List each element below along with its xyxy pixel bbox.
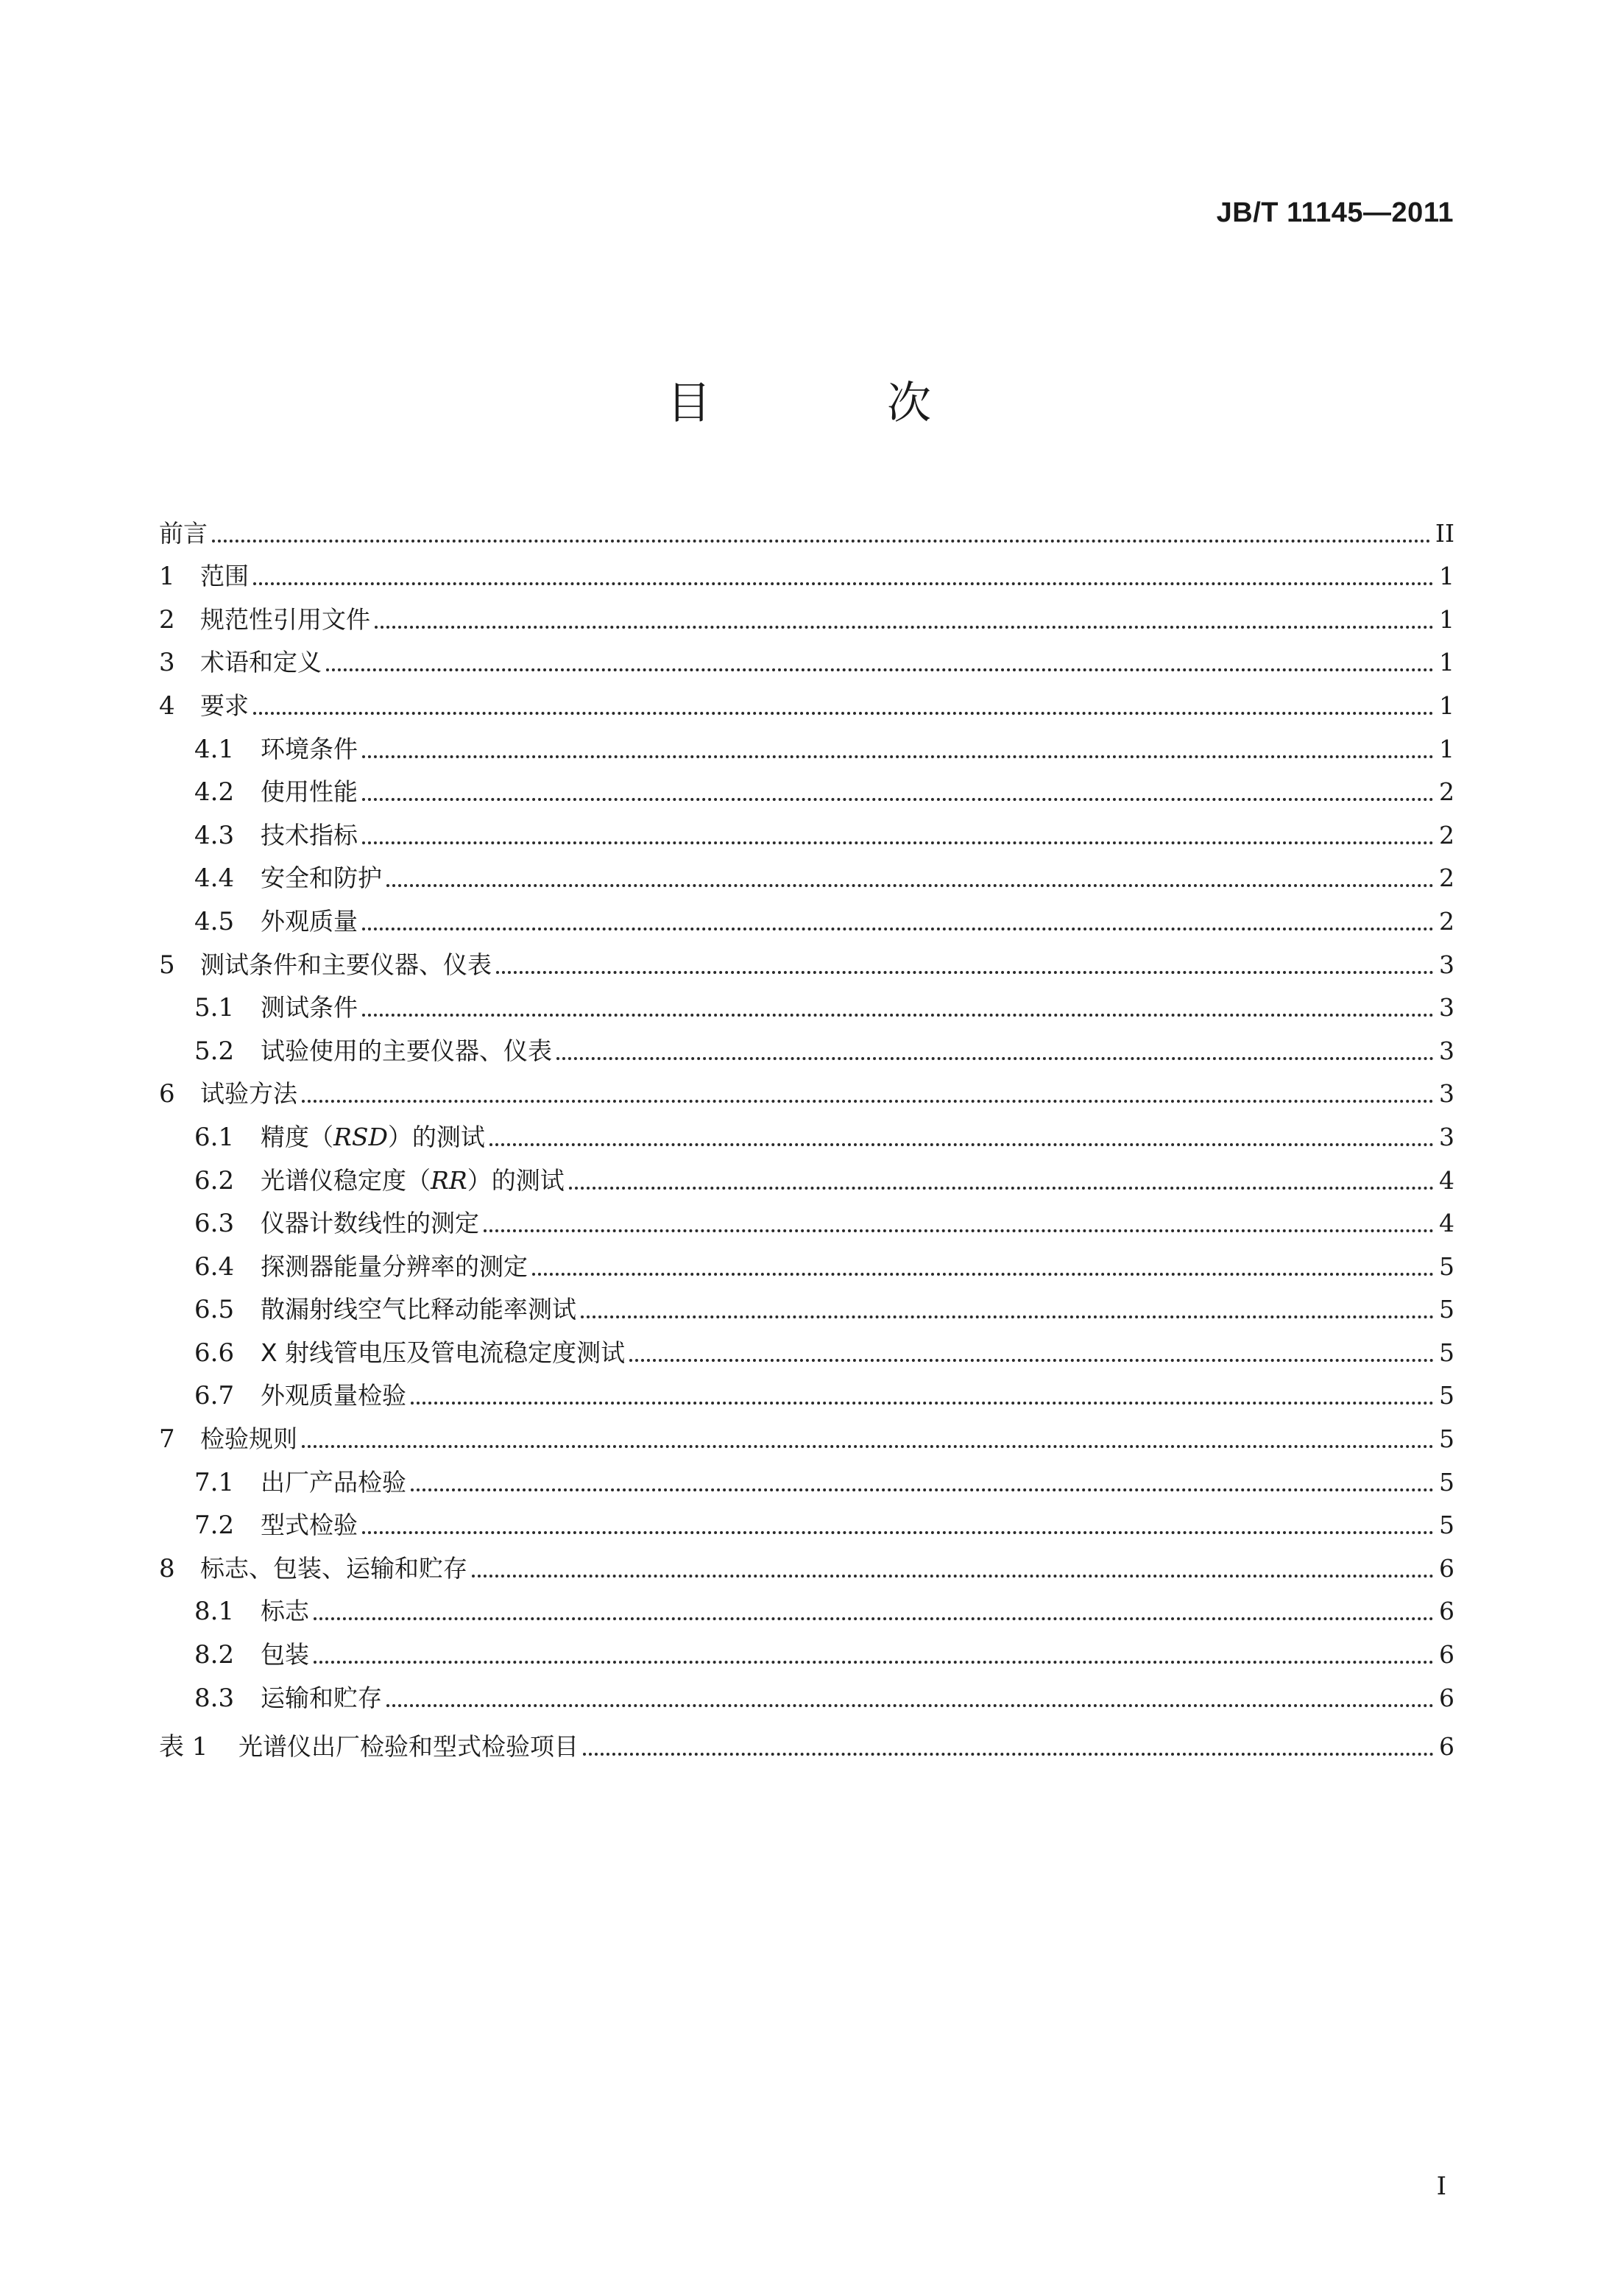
toc-entry-number: 4.5 — [194, 906, 235, 936]
toc-entry-page: 1 — [1439, 562, 1454, 591]
toc-entry-label: 试验使用的主要仪器、仪表 — [261, 1036, 552, 1065]
dot-leader — [362, 928, 1434, 930]
toc-entry-page: 1 — [1439, 604, 1454, 634]
toc-entry-label: 标志、包装、运输和贮存 — [200, 1553, 467, 1583]
dot-leader — [556, 1057, 1434, 1060]
toc-entry-page: 5 — [1439, 1295, 1454, 1324]
toc-entry[interactable] — [159, 764, 1454, 808]
page-title: 目 次 — [666, 378, 1013, 429]
toc-entry-number: 8 — [159, 1553, 175, 1583]
dot-leader — [472, 1575, 1434, 1578]
toc-entry-page: 4 — [1439, 1209, 1454, 1238]
toc-entry[interactable] — [159, 1109, 1454, 1152]
toc-entry[interactable] — [159, 936, 1454, 980]
toc-entry[interactable] — [159, 1670, 1454, 1713]
toc-entry[interactable] — [159, 1454, 1454, 1497]
toc-entry-label: 试验方法 — [200, 1079, 297, 1109]
toc-entry-number: 8.1 — [194, 1597, 235, 1627]
dot-leader — [362, 798, 1434, 801]
dot-leader — [484, 1229, 1434, 1232]
dot-leader — [411, 1488, 1434, 1491]
dot-leader — [362, 1531, 1434, 1534]
toc-entry[interactable] — [159, 1410, 1454, 1454]
toc-entry-page: 5 — [1439, 1251, 1454, 1281]
toc-entry-number: 7.1 — [194, 1467, 235, 1497]
toc-entry-label: 散漏射线空气比释动能率测试 — [261, 1295, 576, 1324]
toc-entry-page: 1 — [1439, 690, 1454, 720]
toc-entry-page: II — [1435, 518, 1454, 548]
toc-entry-label: 型式检验 — [261, 1511, 358, 1540]
toc-entry-page: 3 — [1439, 1036, 1454, 1065]
toc-entry-number: 4.1 — [194, 734, 235, 764]
toc-entry[interactable] — [159, 1022, 1454, 1066]
dot-leader — [253, 712, 1434, 715]
toc-entry-number: 6 — [159, 1079, 175, 1109]
toc-entry-label: 运输和贮存 — [261, 1683, 382, 1712]
toc-entry-page: 6 — [1439, 1731, 1454, 1761]
toc-entry[interactable] — [159, 1583, 1454, 1627]
toc-entry[interactable] — [159, 1626, 1454, 1670]
toc-entry-label: 包装 — [261, 1640, 309, 1670]
toc-entry-page: 6 — [1439, 1683, 1454, 1712]
toc-entry-label: 精度（RSD）的测试 — [261, 1122, 485, 1151]
toc-entry[interactable] — [159, 1324, 1454, 1368]
toc-entry-page: 4 — [1439, 1165, 1454, 1195]
dot-leader — [532, 1273, 1434, 1276]
toc-entry-label: X 射线管电压及管电流稳定度测试 — [261, 1338, 626, 1367]
toc-entry[interactable] — [159, 807, 1454, 850]
dot-leader — [314, 1661, 1434, 1664]
toc-entry[interactable] — [159, 1713, 1454, 1762]
toc-entry-label: 探测器能量分辨率的测定 — [261, 1251, 528, 1281]
toc-entry-page: 6 — [1439, 1597, 1454, 1626]
toc-entry-page: 5 — [1439, 1467, 1454, 1497]
toc-entry-number: 7 — [159, 1424, 175, 1455]
dot-leader — [569, 1187, 1434, 1190]
toc-entry-label: 要求 — [200, 690, 249, 720]
toc-entry-page: 2 — [1439, 820, 1454, 849]
dot-leader — [629, 1359, 1434, 1362]
dot-leader — [253, 582, 1434, 585]
toc-entry-label: 使用性能 — [261, 777, 358, 807]
dot-leader — [375, 626, 1434, 629]
toc-entry-page: 2 — [1439, 906, 1454, 936]
toc-entry-label: 技术指标 — [261, 820, 358, 849]
toc-entry-number: 5 — [159, 950, 175, 980]
toc-entry[interactable] — [159, 1368, 1454, 1411]
toc-entry-number: 7.2 — [194, 1511, 235, 1541]
toc-entry-number: 6.6 — [194, 1338, 235, 1368]
dot-leader — [496, 971, 1434, 974]
toc-entry[interactable] — [159, 635, 1454, 678]
toc-entry-label: 仪器计数线性的测定 — [261, 1209, 479, 1238]
dot-leader — [581, 1315, 1434, 1318]
toc-entry-page: 5 — [1439, 1511, 1454, 1540]
dot-leader — [386, 1704, 1434, 1707]
toc-entry[interactable] — [159, 1238, 1454, 1282]
toc-entry-number: 6.7 — [194, 1381, 235, 1411]
toc-entry[interactable] — [159, 850, 1454, 894]
toc-entry-page: 5 — [1439, 1424, 1454, 1454]
toc-entry[interactable] — [159, 548, 1454, 592]
toc-entry[interactable] — [159, 980, 1454, 1023]
toc-entry[interactable] — [159, 1540, 1454, 1583]
toc-entry-page: 3 — [1439, 993, 1454, 1022]
variable-symbol: RSD — [333, 1122, 388, 1151]
toc-entry-number: 表 1 — [159, 1731, 208, 1762]
toc-entry-label: 前言 — [159, 518, 208, 548]
toc-entry-label: 光谱仪出厂检验和型式检验项目 — [238, 1731, 579, 1761]
dot-leader — [386, 884, 1434, 887]
toc-entry-label: 检验规则 — [200, 1424, 297, 1454]
toc-entry-page: 2 — [1439, 863, 1454, 893]
toc-entry-page: 3 — [1439, 1079, 1454, 1109]
toc-entry[interactable] — [159, 1066, 1454, 1109]
toc-entry-number: 2 — [159, 604, 175, 635]
toc-entry[interactable] — [159, 677, 1454, 721]
dot-leader — [489, 1143, 1434, 1146]
toc-entry-label: 范围 — [200, 562, 249, 591]
dot-leader — [362, 841, 1434, 844]
dot-leader — [314, 1617, 1434, 1620]
standard-code: JB/T 11145—2011 — [1216, 197, 1454, 228]
toc-entry[interactable] — [159, 721, 1454, 764]
page-number: I — [1436, 2172, 1446, 2201]
toc-entry-number: 8.3 — [194, 1683, 235, 1713]
toc-entry[interactable] — [159, 1282, 1454, 1325]
toc-entry-label: 出厂产品检验 — [261, 1467, 406, 1497]
toc-entry-page: 6 — [1439, 1553, 1454, 1583]
toc-entry[interactable] — [159, 591, 1454, 635]
toc-entry[interactable] — [159, 893, 1454, 936]
toc-entry-number: 6.5 — [194, 1295, 235, 1325]
table-of-contents — [159, 505, 1454, 1762]
dot-leader — [302, 1445, 1434, 1448]
variable-symbol: RR — [431, 1165, 467, 1195]
toc-entry-page: 3 — [1439, 1122, 1454, 1151]
toc-entry-number: 6.3 — [194, 1209, 235, 1239]
toc-entry-label: 外观质量 — [261, 906, 358, 936]
toc-entry-label: 安全和防护 — [261, 863, 382, 893]
toc-entry[interactable] — [159, 505, 1454, 548]
toc-entry-number: 8.2 — [194, 1640, 235, 1670]
toc-entry-page: 5 — [1439, 1338, 1454, 1367]
toc-entry-page: 5 — [1439, 1381, 1454, 1410]
toc-entry-number: 4.3 — [194, 820, 235, 850]
toc-entry-number: 3 — [159, 648, 175, 678]
toc-entry-number: 6.2 — [194, 1165, 235, 1195]
toc-entry-number: 5.2 — [194, 1036, 235, 1066]
toc-entry-page: 6 — [1439, 1640, 1454, 1670]
toc-entry[interactable] — [159, 1195, 1454, 1239]
toc-entry-page: 3 — [1439, 950, 1454, 979]
toc-entry-label: 术语和定义 — [200, 648, 322, 677]
toc-entry-label: 光谱仪稳定度（RR）的测试 — [261, 1165, 565, 1195]
dot-leader — [212, 540, 1431, 543]
toc-entry-number: 4.4 — [194, 863, 235, 894]
toc-entry-label: 环境条件 — [261, 734, 358, 763]
toc-entry-label: 测试条件 — [261, 993, 358, 1022]
dot-leader — [326, 668, 1434, 671]
toc-entry-number: 6.4 — [194, 1251, 235, 1282]
toc-entry-label: 测试条件和主要仪器、仪表 — [200, 950, 492, 979]
toc-entry-number: 6.1 — [194, 1122, 235, 1152]
toc-entry-page: 1 — [1439, 734, 1454, 763]
dot-leader — [583, 1753, 1434, 1756]
dot-leader — [411, 1402, 1434, 1405]
toc-entry-page: 1 — [1439, 648, 1454, 677]
dot-leader — [362, 1014, 1434, 1017]
toc-entry[interactable] — [159, 1497, 1454, 1541]
dot-leader — [362, 755, 1434, 758]
toc-entry-number: 4 — [159, 690, 175, 721]
toc-entry-number: 5.1 — [194, 993, 235, 1023]
toc-entry-label: 标志 — [261, 1597, 309, 1626]
toc-entry[interactable] — [159, 1152, 1454, 1195]
toc-entry-label: 规范性引用文件 — [200, 604, 370, 634]
toc-entry-number: 4.2 — [194, 777, 235, 808]
toc-entry-label: 外观质量检验 — [261, 1381, 406, 1410]
toc-entry-number: 1 — [159, 562, 175, 592]
dot-leader — [302, 1100, 1434, 1103]
toc-entry-page: 2 — [1439, 777, 1454, 807]
